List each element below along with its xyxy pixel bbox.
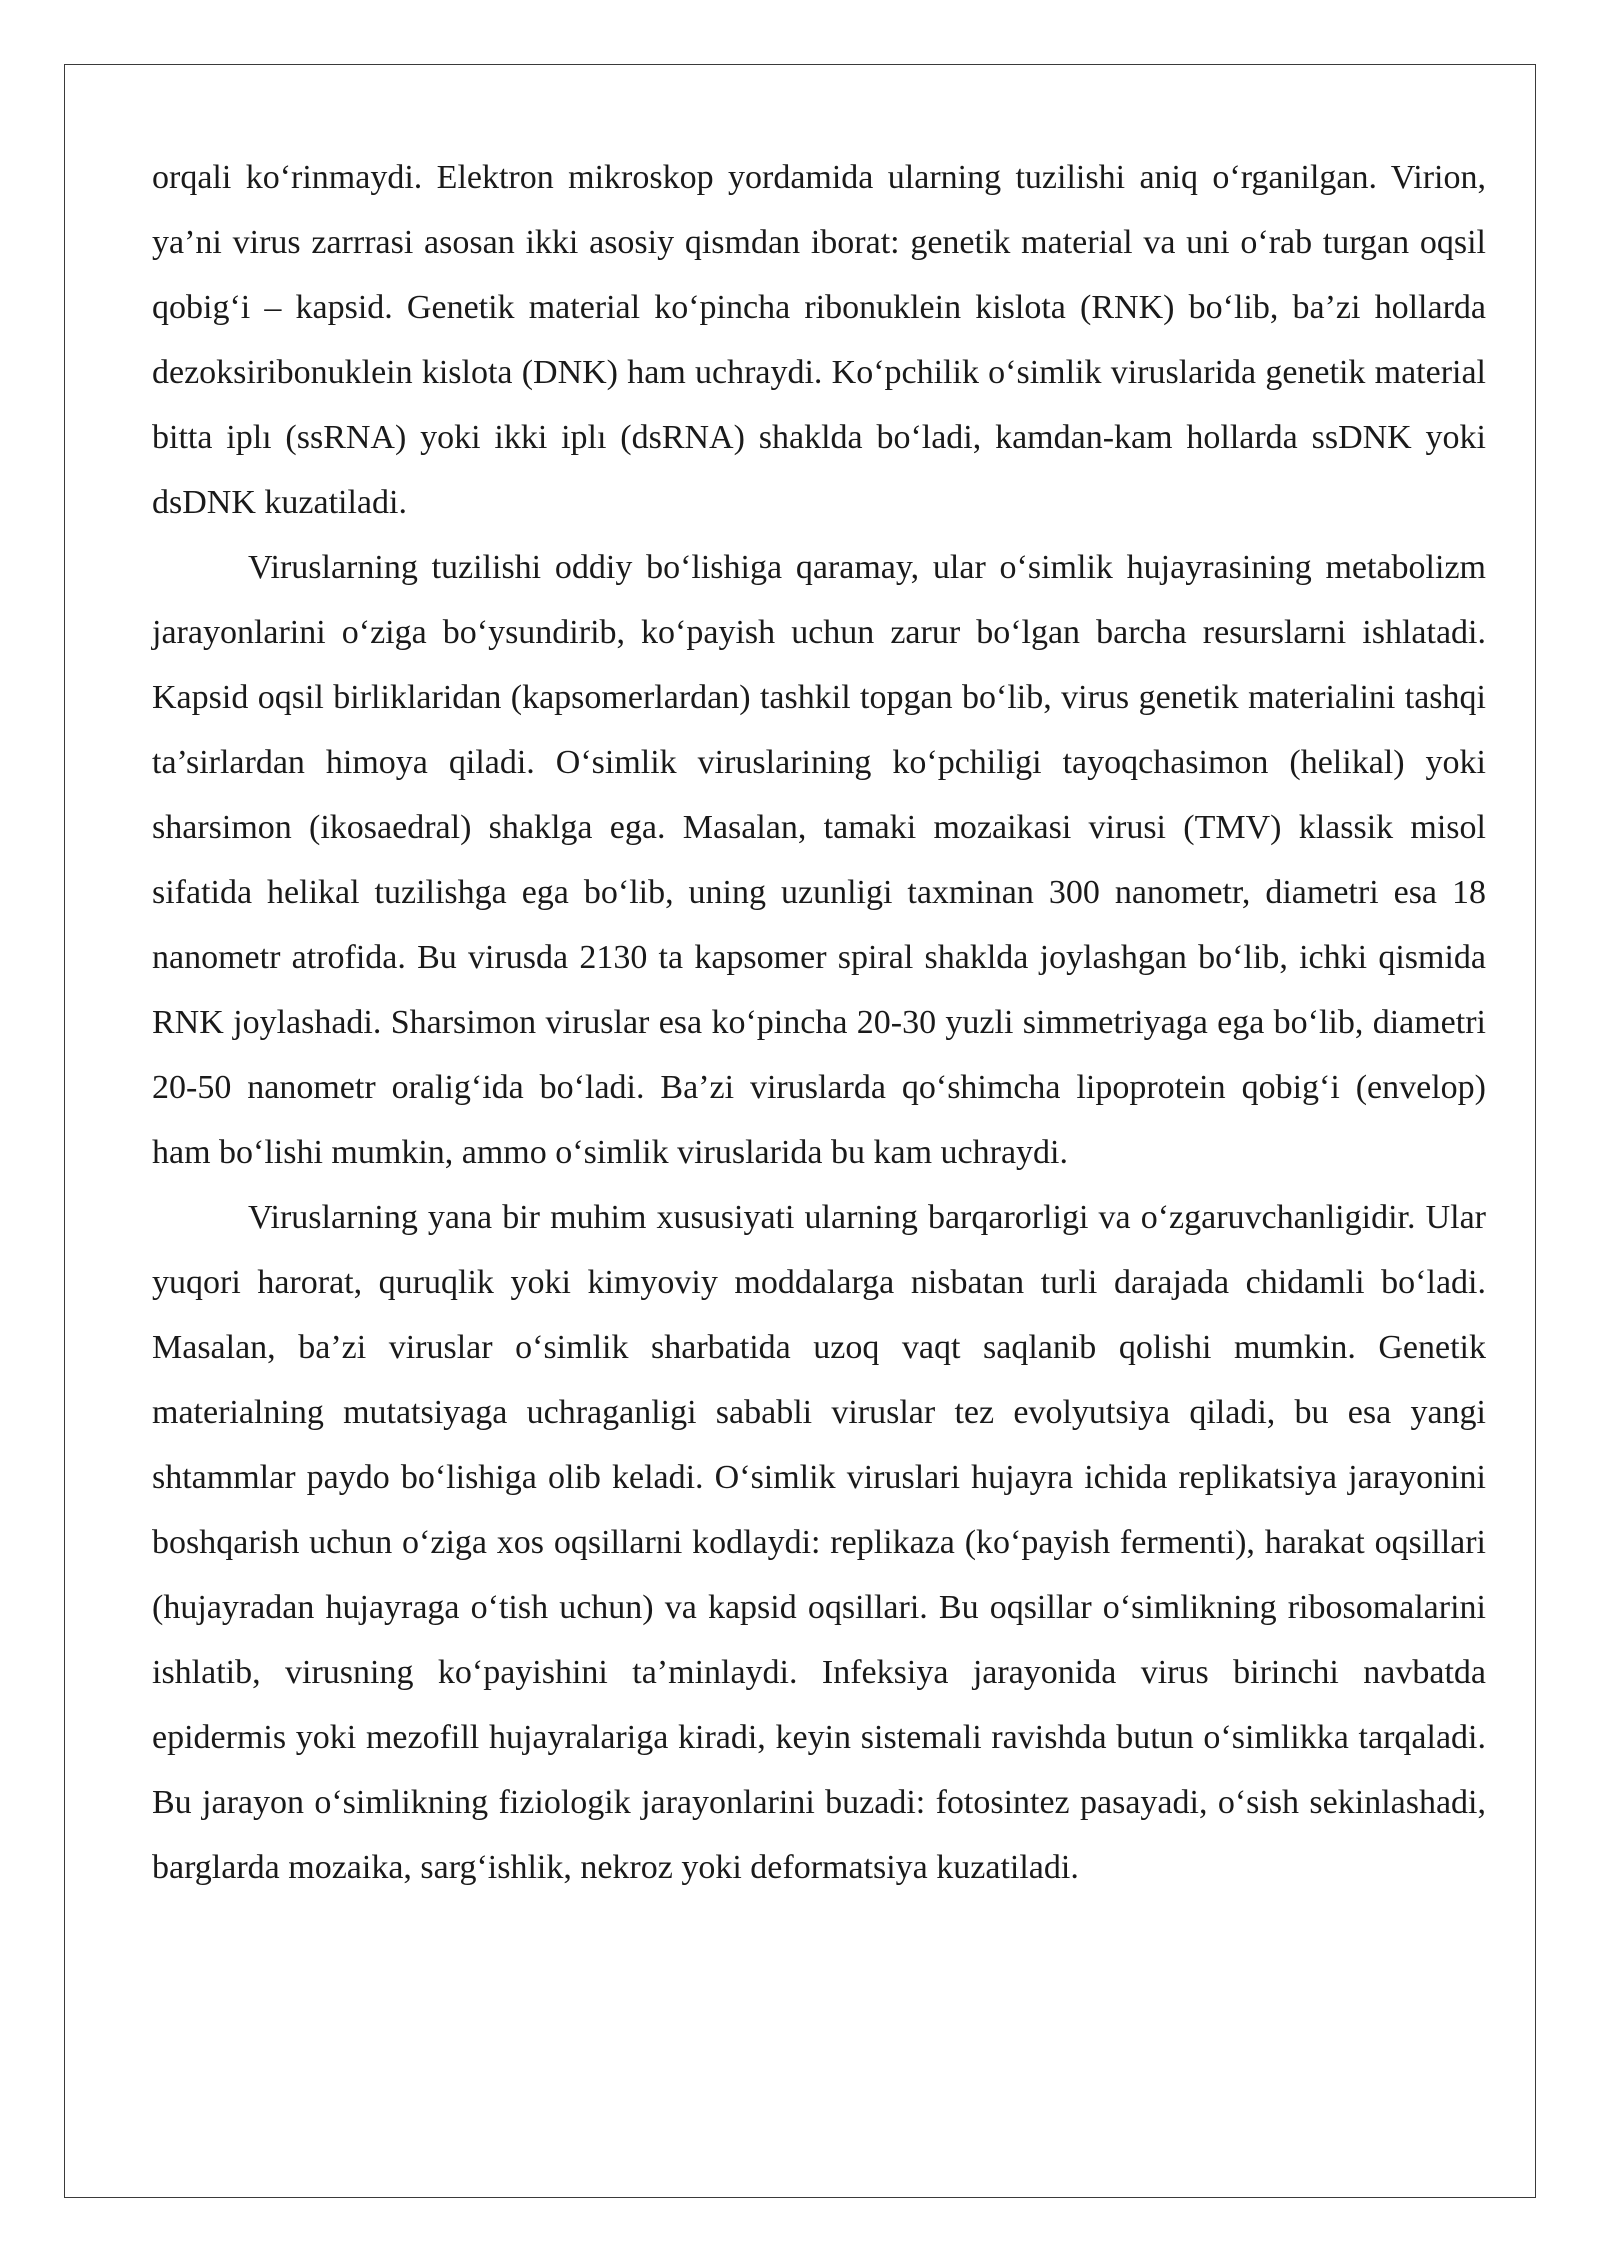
paragraph-2: Viruslarning tuzilishi oddiy bo‘lishiga qaramay, ular o‘simlik hujayrasining metabolizm jarayonlarini o‘ziga bo‘ysundirib, ko‘payish uchun zarur bo‘lgan barcha resurslarni ishlatadi. Kapsid oqsil birliklaridan (kapsomerlardan) tashkil topgan bo‘lib, virus genetik materialini tashqi ta’sirlardan himoya qiladi. O‘simlik viruslarining ko‘pchiligi tayoqchasimon (helikal) yoki sharsimon (ikosaedral) shaklga ega. Masalan, tamaki mozaikasi virusi (TMV) klassik misol sifatida helikal tuzilishga ega bo‘lib, uning uzunligi taxminan 300 nanometr, diametri esa 18 nanometr atrofida. Bu virusda 2130 ta kapsomer spiral shaklda joylashgan bo‘lib, ichki qismida RNK joylashadi. Sharsimon viruslar esa ko‘pincha 20-30 yuzli simmetriyaga ega bo‘lib, diametri 20-50 nanometr oralig‘ida bo‘ladi. Ba’zi viruslarda qo‘shimcha lipoprotein qobig‘i (envelop) ham bo‘lishi mumkin, ammo o‘simlik viruslarida bu kam uchraydi. [152,549,1486,1171]
paragraph-1: orqali ko‘rinmaydi. Elektron mikroskop yordamida ularning tuzilishi aniq o‘rganilgan. Virion, ya’ni virus zarrrasi asosan ikki asosiy qismdan iborat: genetik material va uni o‘rab turgan oqsil qobig‘i – kapsid. Genetik material ko‘pincha ribonuklein kislota (RNK) bo‘lib, ba’zi hollarda dezoksiribonuklein kislota (DNK) ham uchraydi. Ko‘pchilik o‘simlik viruslarida genetik material bitta iplı (ssRNA) yoki ikki iplı (dsRNA) shaklda bo‘ladi, kamdan-kam hollarda ssDNK yoki dsDNK kuzatiladi. [152,159,1486,521]
document-body [152,145,1486,1900]
paragraph-3: Viruslarning yana bir muhim xususiyati ularning barqarorligi va o‘zgaruvchanligidir. Ular yuqori harorat, quruqlik yoki kimyoviy moddalarga nisbatan turli darajada chidamli bo‘ladi. Masalan, ba’zi viruslar o‘simlik sharbatida uzoq vaqt saqlanib qolishi mumkin. Genetik materialning mutatsiyaga uchraganligi sababli viruslar tez evolyutsiya qiladi, bu esa yangi shtammlar paydo bo‘lishiga olib keladi. O‘simlik viruslari hujayra ichida replikatsiya jarayonini boshqarish uchun o‘ziga xos oqsillarni kodlaydi: replikaza (ko‘payish fermenti), harakat oqsillari (hujayradan hujayraga o‘tish uchun) va kapsid oqsillari. Bu oqsillar o‘simlikning ribosomalarini ishlatib, virusning ko‘payishini ta’minlaydi. Infeksiya jarayonida virus birinchi navbatda epidermis yoki mezofill hujayralariga kiradi, keyin sistemali ravishda butun o‘simlikka tarqaladi. Bu jarayon o‘simlikning fiziologik jarayonlarini buzadi: fotosintez pasayadi, o‘sish sekinlashadi, barglarda mozaika, sarg‘ishlik, nekroz yoki deformatsiya kuzatiladi. [152,1199,1486,1886]
